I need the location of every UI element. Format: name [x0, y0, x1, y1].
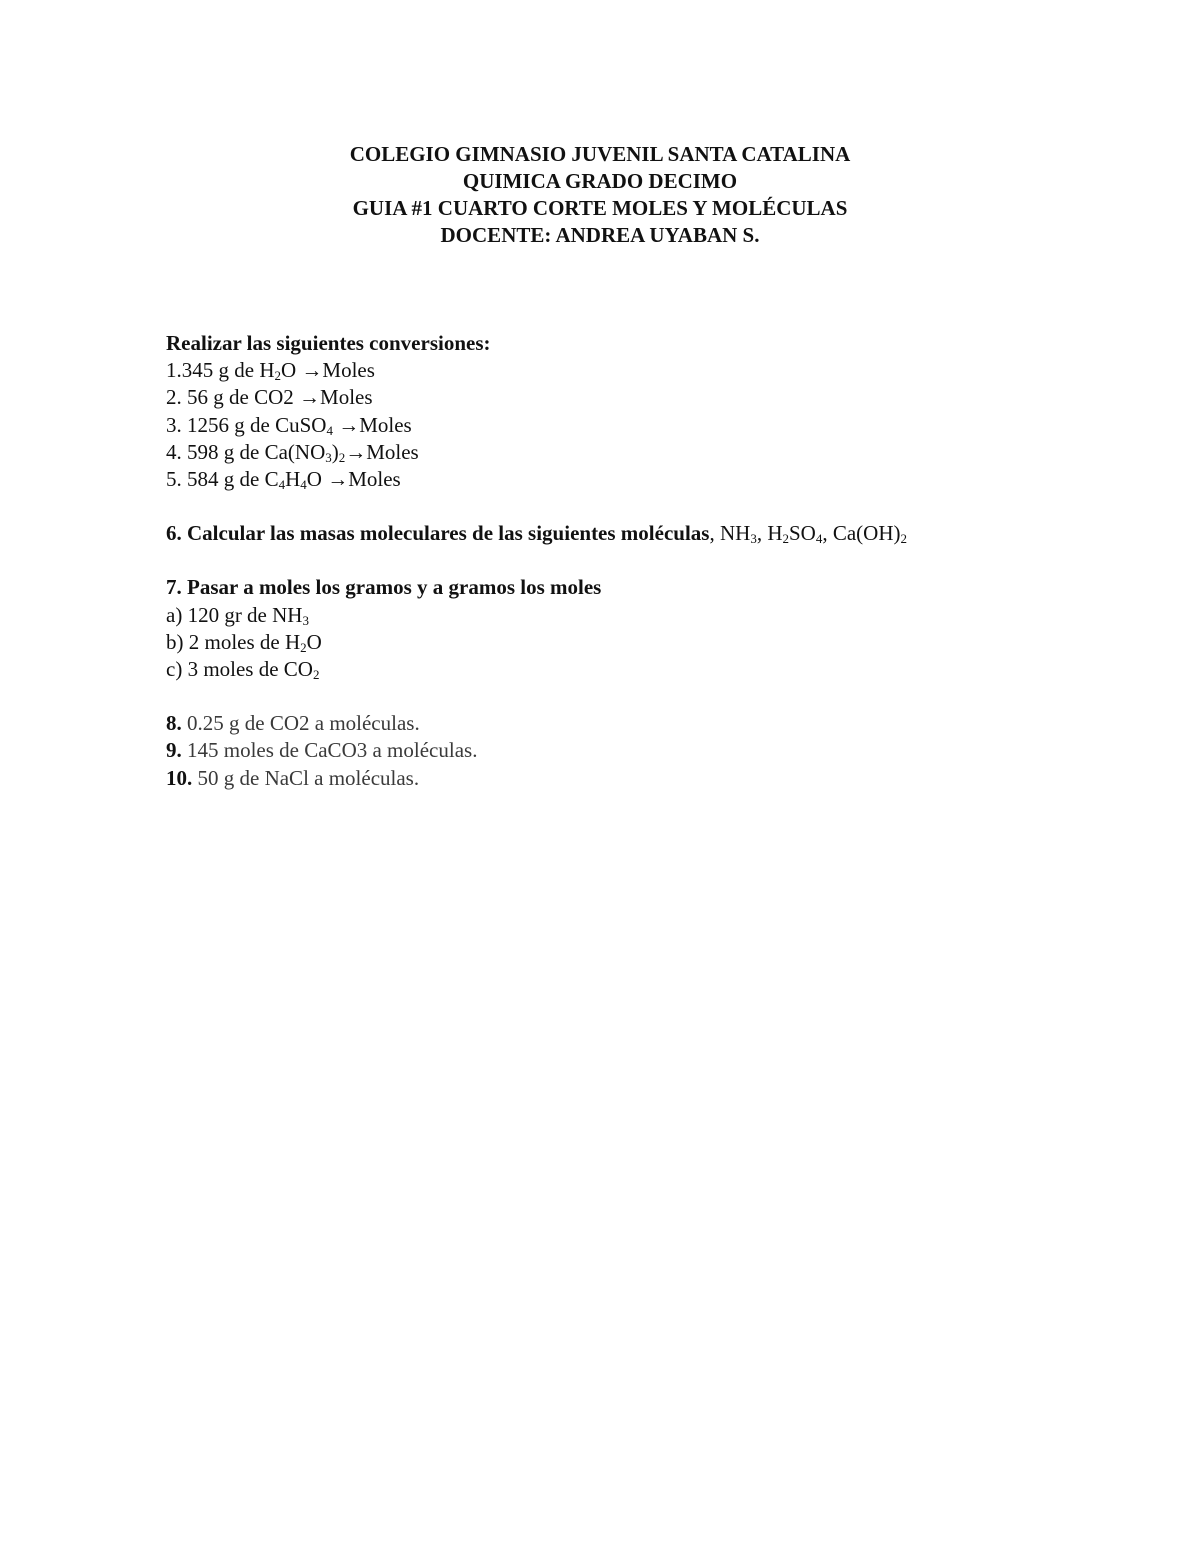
- question-6: 6. Calcular las masas moleculares de las siguientes moléculas, $NH_3$, $H_2SO_4$, $Ca(OH)_2$: [166, 521, 907, 547]
- conversion-item-3: 3. 1256 g de CuSO$_4$ →Moles: [166, 412, 412, 438]
- spacer: [166, 683, 1166, 710]
- question-8: 8. 0.25 g de CO2 a moléculas.: [166, 711, 420, 736]
- arrow-right-icon: →: [338, 412, 360, 437]
- teacher-name: DOCENTE: ANDREA UYABAN S.: [440, 223, 760, 247]
- question-10: 10. 50 g de NaCl a moléculas.: [166, 765, 420, 790]
- school-name: COLEGIO GIMNASIO JUVENIL SANTA CATALINA: [349, 142, 851, 166]
- question-7-heading: 7. Pasar a moles los gramos y a gramos los moles: [166, 575, 602, 600]
- guide-title: GUIA #1 CUARTO CORTE MOLES Y MOLÉCULAS: [352, 196, 848, 220]
- document-body: [166, 330, 1166, 792]
- question-7c: c) 3 moles de $CO_2$: [166, 657, 320, 683]
- question-7a: a) 120 gr de $NH_3$: [166, 602, 309, 628]
- arrow-right-icon: →: [345, 439, 367, 464]
- spacer: [166, 547, 1166, 574]
- question-9: 9. 145 moles de CaCO3 a moléculas.: [166, 738, 478, 763]
- conversion-item-5: 5. 584 g de $C_4H_4O$ →Moles: [166, 467, 401, 493]
- arrow-right-icon: →: [301, 358, 323, 383]
- spacer: [166, 493, 1166, 520]
- arrow-right-icon: →: [299, 385, 321, 410]
- arrow-right-icon: →: [327, 467, 349, 492]
- document-header: [0, 141, 1200, 249]
- conversion-item-2: 2. 56 g de CO2 →Moles: [166, 385, 373, 410]
- course-name: QUIMICA GRADO DECIMO: [462, 169, 738, 193]
- question-7b: b) 2 moles de $H_2O$: [166, 629, 322, 655]
- section1-heading: Realizar las siguientes conversiones:: [166, 331, 491, 355]
- conversion-item-4: 4. 598 g de $Ca(NO_3)_2\to Moles$: [166, 439, 419, 465]
- conversion-item-1: 1.345 g de $H_2O$ →Moles: [166, 358, 375, 384]
